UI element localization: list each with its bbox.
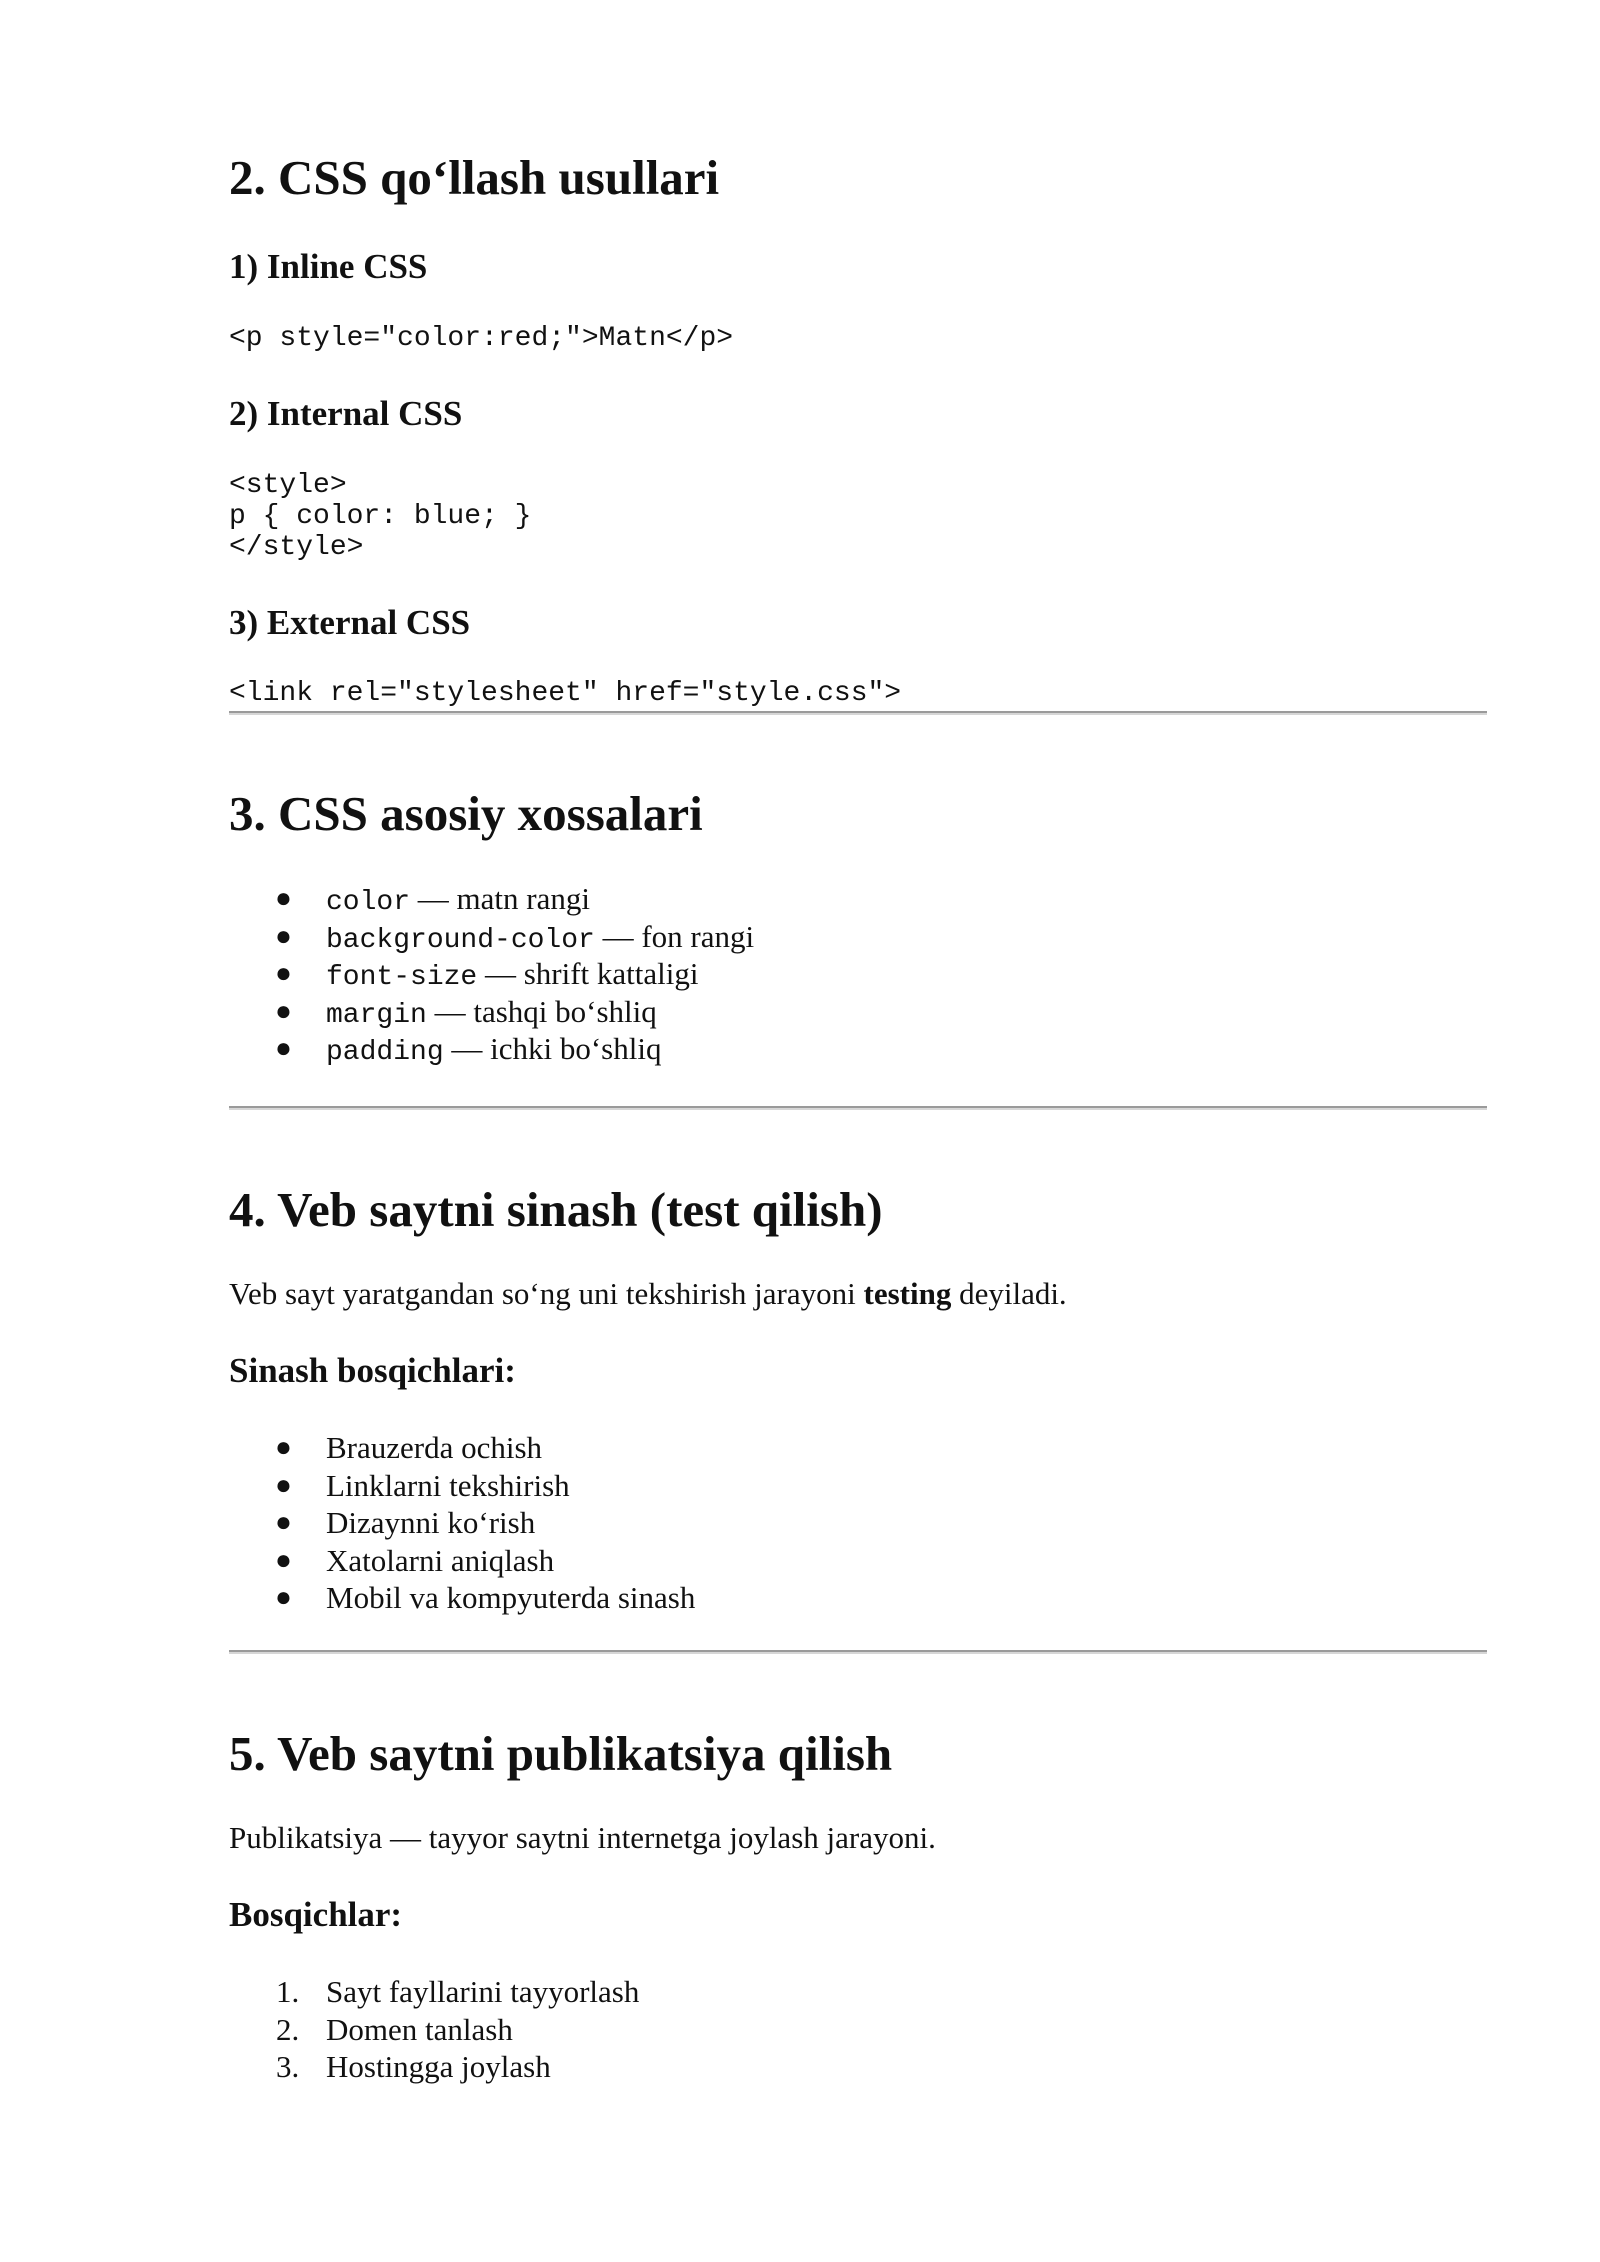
list-item — [229, 1504, 695, 1542]
list-item-text: Hostingga joylash — [326, 2049, 551, 2084]
list-item-text: Dizaynni ko‘rish — [326, 1505, 536, 1540]
list-item — [229, 2048, 639, 2086]
property-desc: — ichki bo‘shliq — [443, 1031, 662, 1066]
inline-css-code: <p style="color:red;">Matn</p> — [229, 323, 734, 354]
list-item — [229, 1467, 695, 1505]
intro-text-end: deyiladi. — [951, 1276, 1067, 1311]
property-desc: — tashqi bo‘shliq — [426, 993, 657, 1029]
list-item-text: Linklarni tekshirish — [326, 1467, 570, 1503]
bullet-icon: ● — [275, 1507, 292, 1538]
bullet-icon: ● — [275, 1033, 292, 1064]
publication-steps-list — [229, 1973, 639, 2086]
bullet-icon: ● — [275, 1469, 292, 1501]
list-item — [229, 1030, 754, 1068]
property-desc: — matn rangi — [410, 881, 590, 916]
internal-css-code: <style> p { color: blue; } </style> — [229, 470, 532, 563]
list-number: 1. — [276, 1974, 300, 2009]
css-properties-list — [229, 880, 754, 1068]
property-desc: — shrift kattaligi — [477, 956, 699, 991]
testing-steps-heading: Sinash bosqichlari: — [229, 1351, 516, 1390]
bullet-icon: ● — [275, 958, 292, 989]
list-item — [229, 1973, 639, 2011]
section-4-intro — [229, 1276, 1067, 1312]
list-item — [229, 2011, 639, 2049]
section-2-title: 2. CSS qo‘llash usullari — [229, 150, 720, 205]
bullet-icon: ● — [275, 883, 292, 914]
list-item — [229, 993, 754, 1031]
publication-steps-heading: Bosqichlar: — [229, 1895, 403, 1934]
list-number: 2. — [276, 2011, 300, 2047]
bullet-icon: ● — [275, 1582, 292, 1613]
internal-css-heading: 2) Internal CSS — [229, 394, 463, 433]
list-item — [229, 880, 754, 918]
section-5-intro: Publikatsiya — tayyor saytni internetga joylash jarayoni. — [229, 1820, 936, 1855]
list-item-text: Mobil va kompyuterda sinash — [326, 1580, 696, 1615]
section-3-title: 3. CSS asosiy xossalari — [229, 786, 703, 841]
list-item — [229, 1542, 695, 1580]
bullet-icon: ● — [275, 1432, 292, 1463]
testing-steps-list — [229, 1429, 695, 1617]
bullet-icon: ● — [275, 1544, 292, 1576]
section-5-title: 5. Veb saytni publikatsiya qilish — [229, 1726, 893, 1781]
bullet-icon: ● — [275, 995, 292, 1027]
external-css-heading: 3) External CSS — [229, 603, 471, 642]
list-item — [229, 1579, 695, 1617]
property-name: font-size — [326, 962, 478, 993]
property-name: background-color — [326, 924, 595, 956]
property-name: margin — [326, 999, 427, 1031]
intro-text: Veb sayt yaratgandan so‘ng uni tekshirish jarayoni — [229, 1276, 864, 1311]
intro-bold-term: testing — [863, 1276, 952, 1311]
list-item — [229, 918, 754, 956]
list-item-text: Sayt fayllarini tayyorlash — [326, 1974, 640, 2009]
list-item-text: Brauzerda ochish — [326, 1430, 543, 1465]
section-4-title: 4. Veb saytni sinash (test qilish) — [229, 1182, 883, 1237]
list-number: 3. — [276, 2049, 300, 2084]
property-desc: — fon rangi — [594, 918, 755, 954]
bullet-icon: ● — [275, 920, 292, 952]
divider-3 — [229, 1650, 1487, 1654]
list-item-text: Domen tanlash — [326, 2011, 513, 2047]
property-name: padding — [326, 1037, 444, 1068]
list-item-text: Xatolarni aniqlash — [326, 1542, 555, 1578]
external-css-code: <link rel="stylesheet" href="style.css"> — [229, 678, 902, 709]
divider-1 — [229, 711, 1487, 715]
divider-2 — [229, 1106, 1487, 1110]
list-item — [229, 1429, 695, 1467]
list-item — [229, 955, 754, 993]
property-name: color — [326, 887, 411, 918]
inline-css-heading: 1) Inline CSS — [229, 247, 428, 286]
